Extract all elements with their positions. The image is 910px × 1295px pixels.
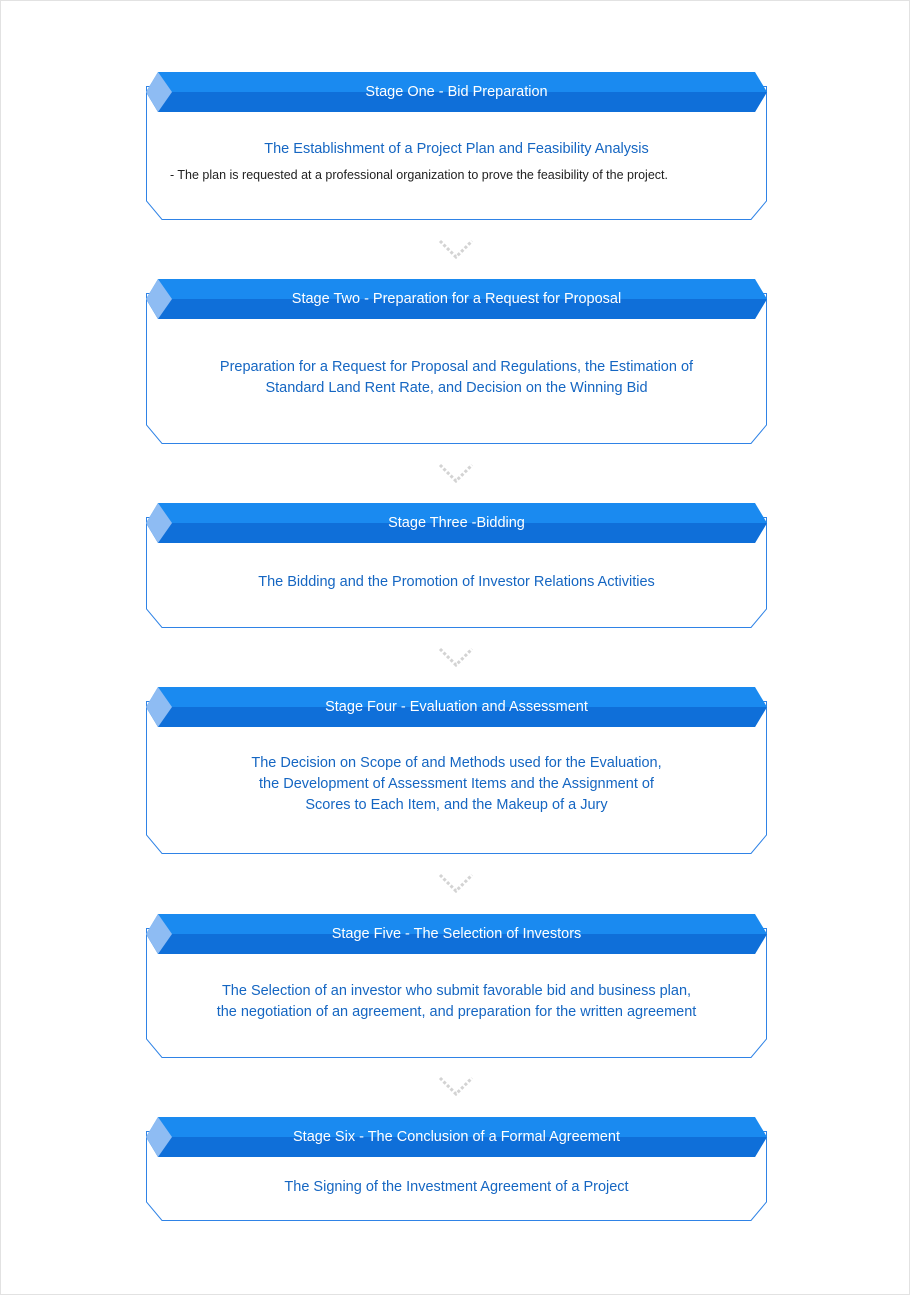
stage-3-content — [166, 572, 747, 593]
stage-6-header — [146, 1117, 767, 1157]
stage-1-header — [146, 72, 767, 112]
stage-1-title: Stage One - Bid Preparation — [365, 84, 548, 100]
stage-3-header — [146, 503, 767, 543]
chevron-down-icon — [438, 239, 474, 261]
stage-1-line-1: The Establishment of a Project Plan and Feasibility Analysis — [264, 141, 649, 157]
stage-4-line-2: the Development of Assessment Items and the Assignment of — [259, 776, 654, 792]
stage-3-title: Stage Three -Bidding — [388, 515, 525, 531]
stage-5 — [146, 914, 767, 1058]
stage-3 — [146, 503, 767, 628]
stage-2-line-2: Standard Land Rent Rate, and Decision on the Winning Bid — [265, 380, 648, 396]
stage-4-line-3: Scores to Each Item, and the Makeup of a Jury — [305, 797, 608, 813]
chevron-down-icon — [438, 1076, 474, 1098]
stage-2-header — [146, 279, 767, 319]
stage-3-line-1: The Bidding and the Promotion of Investor Relations Activities — [258, 574, 655, 590]
stage-6 — [146, 1117, 767, 1221]
stage-2 — [146, 279, 767, 444]
stage-2-title: Stage Two - Preparation for a Request for Proposal — [291, 291, 622, 307]
stage-1-note: - The plan is requested at a professional organization to prove the feasibility of the project. — [170, 168, 668, 182]
stage-5-line-1: The Selection of an investor who submit favorable bid and business plan, — [221, 983, 692, 999]
stage-4-content — [166, 753, 747, 816]
stage-2-line-1: Preparation for a Request for Proposal and Regulations, the Estimation of — [219, 359, 694, 375]
stage-4-title: Stage Four - Evaluation and Assessment — [325, 699, 588, 715]
stage-4-header — [146, 687, 767, 727]
chevron-down-icon — [438, 873, 474, 895]
stage-5-line-2: the negotiation of an agreement, and preparation for the written agreement — [216, 1004, 697, 1020]
stage-1-content — [166, 139, 747, 184]
chevron-down-icon — [438, 647, 474, 669]
stage-4-line-1: The Decision on Scope of and Methods used for the Evaluation, — [251, 755, 662, 771]
stage-6-title: Stage Six - The Conclusion of a Formal Agreement — [293, 1129, 620, 1145]
stage-6-line-1: The Signing of the Investment Agreement of a Project — [284, 1179, 629, 1195]
stage-5-content — [166, 981, 747, 1023]
stage-5-title: Stage Five - The Selection of Investors — [331, 926, 582, 942]
chevron-down-icon — [438, 463, 474, 485]
stage-6-content — [166, 1177, 747, 1198]
stage-5-header — [146, 914, 767, 954]
stage-2-content — [166, 357, 747, 399]
stage-4 — [146, 687, 767, 854]
stage-1 — [146, 72, 767, 220]
